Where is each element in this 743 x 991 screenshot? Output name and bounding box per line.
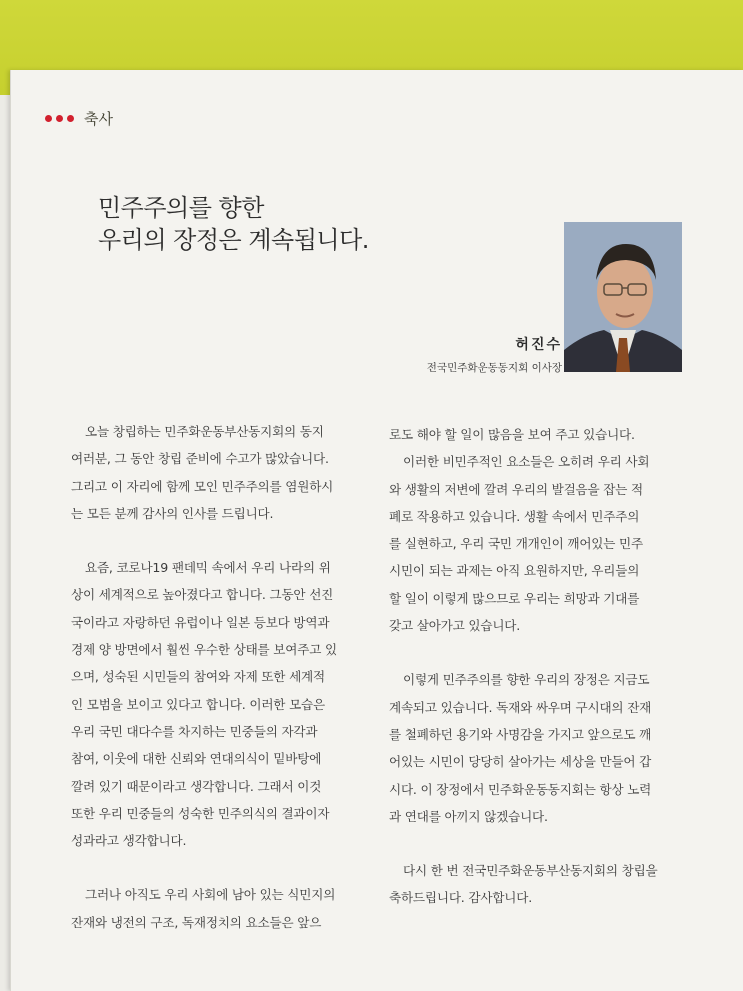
body-line: 또한 우리 민중들의 성숙한 민주의식의 결과이자 — [71, 805, 330, 821]
body-line: 그러나 아직도 우리 사회에 남아 있는 식민지의 — [85, 887, 336, 903]
body-line: 경제 양 방면에서 훨씬 우수한 상태를 보여주고 있 — [71, 642, 337, 658]
body-line: 이렇게 민주주의를 향한 우리의 장정은 지금도 — [403, 672, 650, 688]
body-line: 갖고 살아가고 있습니다. — [389, 618, 521, 634]
body-line: 를 철폐하던 용기와 사명감을 가지고 앞으로도 깨 — [389, 726, 652, 742]
body-line: 요즘, 코로나19 팬데믹 속에서 우리 나라의 위 — [85, 560, 331, 576]
page — [10, 70, 743, 991]
body-line: 그리고 이 자리에 함께 모인 민주주의를 염원하시 — [71, 478, 334, 494]
body-line: 축하드립니다. 감사합니다. — [389, 890, 533, 906]
body-line: 으며, 성숙된 시민들의 참여와 자제 또한 세계적 — [71, 669, 325, 685]
body-line: 성과라고 생각합니다. — [71, 833, 187, 849]
body-line: 국이라고 자랑하던 유럽이나 일본 등보다 방역과 — [71, 614, 330, 630]
bullet-dots-icon — [45, 115, 74, 122]
body-column-left — [71, 418, 376, 936]
body-column-right — [389, 421, 694, 912]
section-label — [45, 108, 113, 129]
body-line: 잔재와 냉전의 구조, 독재정치의 요소들은 앞으 — [71, 914, 322, 930]
body-line: 참여, 이웃에 대한 신뢰와 연대의식이 밑바탕에 — [71, 751, 322, 767]
body-line: 어있는 시민이 당당히 살아가는 세상을 만들어 갑 — [389, 754, 652, 770]
section-title: 축사 — [84, 110, 113, 128]
title-line-1: 민주주의를 향한 — [98, 194, 264, 222]
article-title — [98, 192, 369, 256]
body-line: 할 일이 이렇게 많으므로 우리는 희망과 기대를 — [389, 590, 640, 606]
body-line: 상이 세계적으로 높아졌다고 합니다. 그동안 선진 — [71, 587, 334, 603]
body-line: 다시 한 번 전국민주화운동부산동지회의 창립을 — [403, 863, 658, 879]
body-line: 여러분, 그 동안 창립 준비에 수고가 많았습니다. — [71, 451, 329, 467]
author-title: 전국민주화운동동지회 이사장 — [426, 362, 562, 374]
body-line: 시민이 되는 과제는 아직 요원하지만, 우리들의 — [389, 563, 640, 579]
body-line: 계속되고 있습니다. 독재와 싸우며 구시대의 잔재 — [389, 699, 652, 715]
title-line-2: 우리의 장정은 계속됩니다. — [98, 226, 369, 254]
body-line: 와 생활의 저변에 깔려 우리의 발걸음을 잡는 적 — [389, 481, 643, 497]
body-line: 폐로 작용하고 있습니다. 생활 속에서 민주주의 — [389, 508, 640, 524]
author-portrait — [564, 222, 682, 372]
body-line: 로도 해야 할 일이 많음을 보여 주고 있습니다. — [389, 427, 635, 442]
body-line: 과 연대를 아끼지 않겠습니다. — [389, 808, 548, 824]
body-line: 는 모든 분께 감사의 인사를 드립니다. — [71, 505, 274, 521]
author-name: 허진수 — [515, 337, 562, 353]
portrait-illustration — [564, 222, 682, 372]
body-line: 깔려 있기 때문이라고 생각합니다. 그래서 이것 — [71, 778, 322, 794]
body-line: 우리 국민 대다수를 차지하는 민중들의 자각과 — [71, 723, 318, 739]
body-line: 이러한 비민주적인 요소들은 오히려 우리 사회 — [403, 454, 650, 470]
body-line: 인 모범을 보이고 있다고 합니다. 이러한 모습은 — [71, 696, 325, 712]
body-line: 시다. 이 장정에서 민주화운동동지회는 항상 노력 — [389, 781, 652, 797]
body-line: 를 실현하고, 우리 국민 개개인이 깨어있는 민주 — [389, 536, 643, 552]
author-block — [427, 334, 562, 375]
body-line: 오늘 창립하는 민주화운동부산동지회의 동지 — [85, 424, 324, 439]
